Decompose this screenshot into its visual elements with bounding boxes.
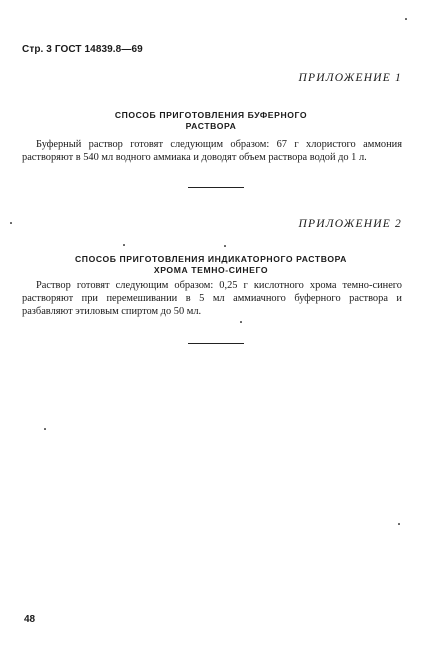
scan-speck	[405, 18, 407, 20]
appendix-1-title-line-1: СПОСОБ ПРИГОТОВЛЕНИЯ БУФЕРНОГО	[114, 110, 308, 120]
appendix-1-title-line-2: РАСТВОРА	[185, 121, 237, 131]
section-divider-2	[188, 343, 244, 344]
scan-speck	[398, 523, 400, 525]
appendix-2-title-line-1: СПОСОБ ПРИГОТОВЛЕНИЯ ИНДИКАТОРНОГО РАСТВОРА	[74, 254, 347, 264]
scan-speck	[44, 428, 46, 430]
scan-speck	[123, 244, 125, 246]
appendix-1-paragraph: Буферный раствор готовят следующим образом: 67 г хлористого аммония растворяют в 540 мл водного аммиака и доводят объем раствора водой до 1 л.	[22, 139, 402, 163]
appendix-1-title	[0, 110, 422, 132]
appendix-2-title-line-2: ХРОМА ТЕМНО-СИНЕГО	[153, 265, 269, 275]
page-number: 48	[24, 614, 36, 625]
section-divider-1	[188, 187, 244, 188]
scan-speck	[10, 222, 12, 224]
appendix-1-label: ПРИЛОЖЕНИЕ 1	[298, 72, 402, 84]
appendix-2-title	[0, 254, 422, 276]
scan-speck	[224, 245, 226, 247]
page-header: Стр. 3 ГОСТ 14839.8—69	[22, 44, 143, 55]
appendix-2-label: ПРИЛОЖЕНИЕ 2	[298, 218, 402, 230]
appendix-2-paragraph: Раствор готовят следующим образом: 0,25 г кислотного хрома темно-синего растворяют при перемешивании в 5 мл аммиачного буферного раствора и разбавляют этиловым спиртом до 50 мл.	[22, 280, 402, 317]
scan-speck	[240, 321, 242, 323]
